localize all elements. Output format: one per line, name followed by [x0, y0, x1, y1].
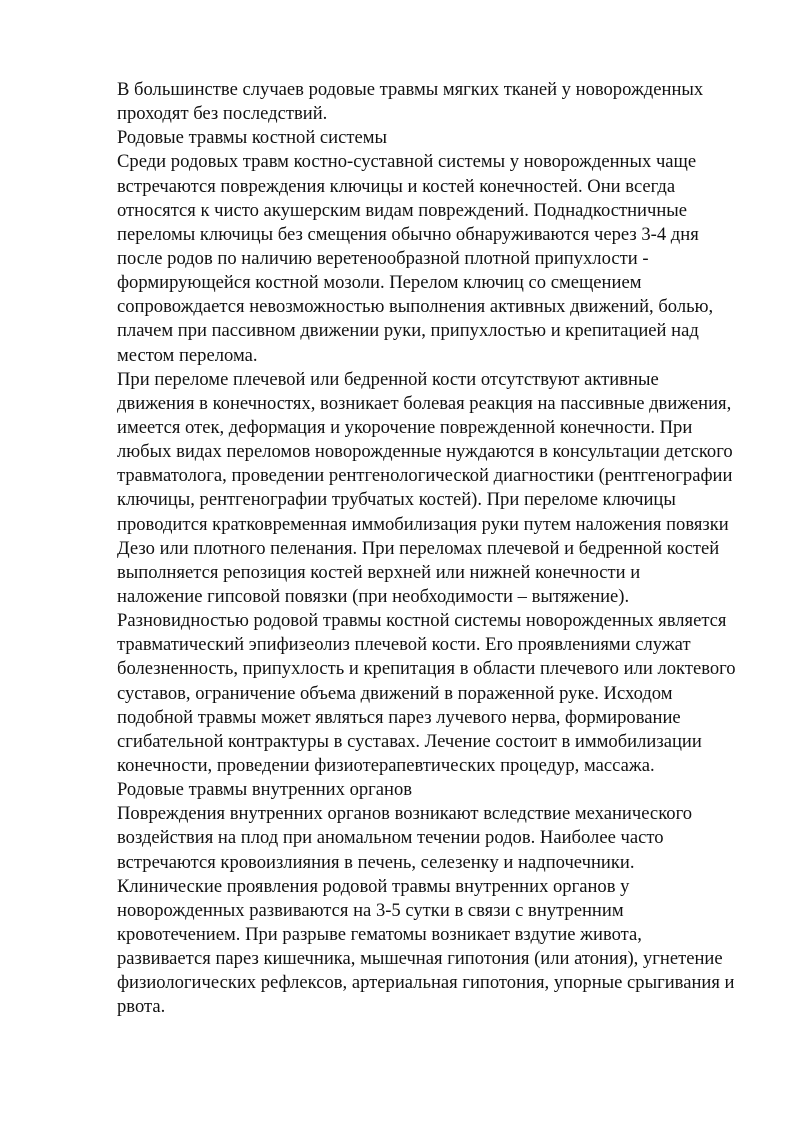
- text-line: новорожденных развиваются на 3-5 сутки в связи с внутренним: [117, 899, 624, 921]
- text-line: рвота.: [117, 996, 166, 1018]
- text-line: кровотечением. При разрыве гематомы возникает вздутие живота,: [117, 923, 642, 945]
- text-line: болезненность, припухлость и крепитация в области плечевого или локтевого: [117, 658, 736, 680]
- text-line: местом перелома.: [117, 344, 258, 366]
- text-line: Клинические проявления родовой травмы внутренних органов у: [117, 875, 630, 897]
- text-line: Разновидностью родовой травмы костной системы новорожденных является: [117, 610, 727, 632]
- text-line: проводится кратковременная иммобилизация руки путем наложения повязки: [117, 513, 729, 535]
- text-line: любых видах переломов новорожденные нуждаются в консультации детского: [117, 441, 733, 463]
- text-line: Родовые травмы костной системы: [117, 127, 388, 149]
- text-line: конечности, проведении физиотерапевтических процедур, массажа.: [117, 754, 655, 776]
- text-line: относятся к чисто акушерским видам повреждений. Поднадкостничные: [117, 199, 688, 221]
- text-line: сгибательной контрактуры в суставах. Лечение состоит в иммобилизации: [117, 730, 702, 752]
- body-text: [117, 78, 757, 1019]
- text-line: травматолога, проведении рентгенологической диагностики (рентгенографии: [117, 465, 733, 487]
- text-line: переломы ключицы без смещения обычно обнаруживаются через 3-4 дня: [117, 223, 699, 245]
- text-line: В большинстве случаев родовые травмы мягких тканей у новорожденных: [117, 79, 704, 100]
- text-line: Среди родовых травм костно-суставной системы у новорожденных чаще: [117, 151, 697, 173]
- text-line: При переломе плечевой или бедренной кости отсутствуют активные: [117, 368, 659, 390]
- text-line: суставов, ограничение объема движений в пораженной руке. Исходом: [117, 682, 673, 704]
- text-line: выполняется репозиция костей верхней или нижней конечности и: [117, 561, 641, 583]
- text-line: после родов по наличию веретенообразной плотной припухлости -: [117, 247, 649, 269]
- text-line: плачем при пассивном движении руки, припухлостью и крепитацией над: [117, 320, 699, 342]
- text-line: имеется отек, деформация и укорочение поврежденной конечности. При: [117, 416, 693, 438]
- text-line: сопровождается невозможностью выполнения активных движений, болью,: [117, 296, 714, 318]
- text-line: воздействия на плод при аномальном течении родов. Наиболее часто: [117, 827, 664, 849]
- text-line: Родовые травмы внутренних органов: [117, 779, 413, 801]
- text-line: ключицы, рентгенографии трубчатых костей). При переломе ключицы: [117, 489, 676, 511]
- text-line: подобной травмы может являться парез лучевого нерва, формирование: [117, 706, 681, 728]
- text-line: травматический эпифизеолиз плечевой кости. Его проявлениями служат: [117, 634, 691, 656]
- text-line: физиологических рефлексов, артериальная гипотония, упорные срыгивания и: [117, 972, 735, 994]
- text-line: движения в конечностях, возникает болевая реакция на пассивные движения,: [117, 392, 732, 414]
- text-line: Повреждения внутренних органов возникают вследствие механического: [117, 803, 693, 825]
- text-line: встречаются повреждения ключицы и костей конечностей. Они всегда: [117, 175, 676, 197]
- text-line: проходят без последствий.: [117, 103, 328, 125]
- text-line: развивается парез кишечника, мышечная гипотония (или атония), угнетение: [117, 948, 723, 970]
- text-line: Дезо или плотного пеленания. При переломах плечевой и бедренной костей: [117, 537, 720, 559]
- text-line: формирующейся костной мозоли. Перелом ключиц со смещением: [117, 272, 642, 294]
- text-line: наложение гипсовой повязки (при необходимости – вытяжение).: [117, 585, 630, 607]
- text-line: встречаются кровоизлияния в печень, селезенку и надпочечники.: [117, 851, 635, 873]
